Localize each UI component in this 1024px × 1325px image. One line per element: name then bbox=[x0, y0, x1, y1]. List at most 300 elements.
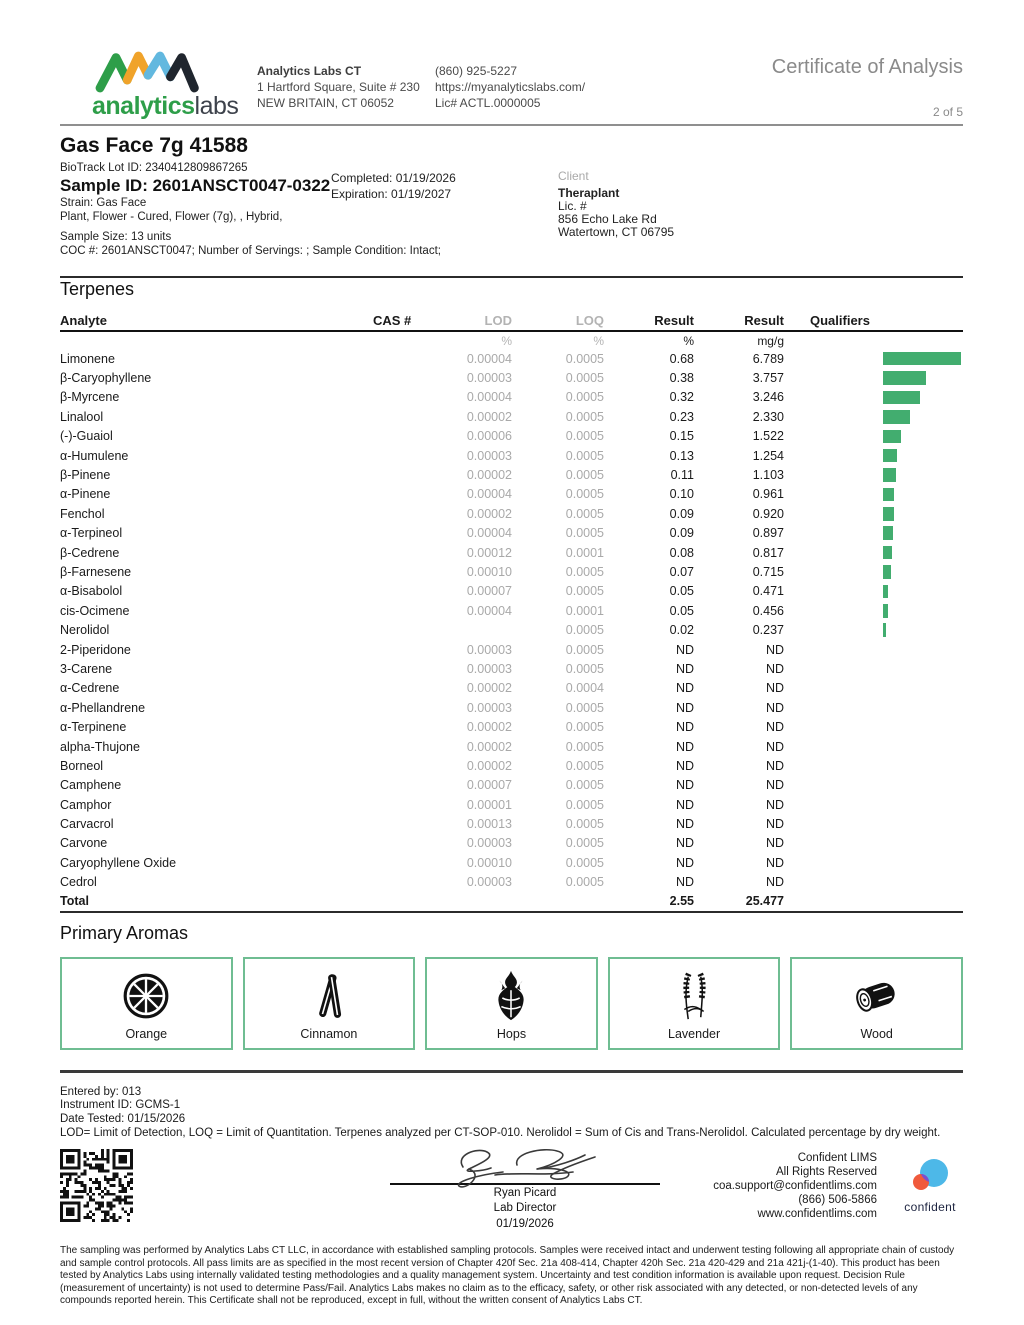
terpene-loq: 0.0004 bbox=[565, 681, 604, 696]
terpene-result-mgg: ND bbox=[765, 875, 784, 890]
terpene-result-mgg: 1.522 bbox=[752, 429, 784, 444]
terpene-loq: 0.0005 bbox=[565, 506, 604, 521]
terpene-row bbox=[60, 465, 963, 484]
terpene-loq: 0.0005 bbox=[565, 468, 604, 483]
client-address1: 856 Echo Lake Rd bbox=[558, 212, 657, 226]
terpene-loq: 0.0005 bbox=[565, 564, 604, 579]
terpene-analyte: (-)-Guaiol bbox=[60, 429, 113, 444]
terpene-loq: 0.0005 bbox=[565, 778, 604, 793]
expiration-date: Expiration: 01/19/2027 bbox=[331, 187, 452, 201]
terpene-loq: 0.0005 bbox=[565, 642, 604, 657]
footer-divider bbox=[60, 1070, 963, 1073]
terpene-row bbox=[60, 679, 963, 698]
terpene-result-pct: 0.11 bbox=[670, 468, 694, 483]
total-label: Total bbox=[60, 894, 89, 909]
terpene-lod: 0.00004 bbox=[466, 526, 512, 541]
result-bar bbox=[883, 391, 920, 405]
terpene-bar-cell bbox=[784, 834, 963, 853]
terpene-result-pct: 0.02 bbox=[669, 623, 694, 638]
terpene-loq: 0.0005 bbox=[565, 623, 604, 638]
terpene-bar-cell bbox=[784, 465, 963, 484]
terpene-row bbox=[60, 873, 963, 892]
terpene-bar-cell bbox=[784, 737, 963, 756]
terpene-bar-cell bbox=[784, 485, 963, 504]
terpene-analyte: Carvacrol bbox=[60, 817, 114, 832]
terpene-loq: 0.0005 bbox=[565, 700, 604, 715]
terpene-row bbox=[60, 407, 963, 426]
unit-result-mgg: mg/g bbox=[757, 333, 784, 348]
terpene-lod: 0.00004 bbox=[466, 390, 512, 405]
terpene-loq: 0.0005 bbox=[565, 797, 604, 812]
col-header-analyte: Analyte bbox=[60, 312, 107, 328]
signature-section bbox=[60, 1149, 963, 1229]
terpene-result-mgg: 1.103 bbox=[752, 468, 784, 483]
terpene-result-mgg: 3.246 bbox=[752, 390, 784, 405]
terpene-loq: 0.0005 bbox=[565, 487, 604, 502]
terpene-row bbox=[60, 776, 963, 795]
terpene-analyte: Caryophyllene Oxide bbox=[60, 855, 177, 870]
terpene-row bbox=[60, 814, 963, 833]
aroma-card-hops bbox=[425, 957, 598, 1050]
terpene-row bbox=[60, 543, 963, 562]
result-bar bbox=[883, 468, 896, 482]
terpene-lod: 0.00002 bbox=[466, 739, 512, 754]
terpene-lod: 0.00002 bbox=[466, 720, 512, 735]
terpene-bar-cell bbox=[784, 427, 963, 446]
result-bar bbox=[883, 430, 901, 444]
terpene-lod: 0.00003 bbox=[466, 700, 512, 715]
terpene-row bbox=[60, 388, 963, 407]
lab-address-block bbox=[257, 48, 429, 111]
terpene-result-mgg: ND bbox=[765, 681, 784, 696]
sample-size: Sample Size: 13 units bbox=[60, 231, 172, 243]
terpene-analyte: Cedrol bbox=[60, 875, 97, 890]
primary-aromas-title: Primary Aromas bbox=[60, 922, 189, 943]
terpene-lod: 0.00002 bbox=[466, 409, 512, 424]
terpene-lod: 0.00010 bbox=[466, 564, 512, 579]
terpene-result-mgg: ND bbox=[765, 661, 784, 676]
col-header-cas: CAS # bbox=[373, 312, 412, 328]
sample-title: Gas Face 7g 41588 bbox=[60, 134, 248, 157]
terpene-analyte: Linalool bbox=[60, 409, 104, 424]
terpene-row bbox=[60, 756, 963, 775]
terpene-result-mgg: 0.897 bbox=[752, 526, 784, 541]
terpene-result-pct: ND bbox=[675, 700, 694, 715]
terpene-result-pct: ND bbox=[675, 778, 694, 793]
aroma-card-wood bbox=[790, 957, 963, 1050]
terpene-bar-cell bbox=[784, 620, 963, 639]
terpene-lod: 0.00003 bbox=[466, 836, 512, 851]
lab-address-line2: NEW BRITAIN, CT 06052 bbox=[257, 96, 394, 110]
terpene-lod: 0.00004 bbox=[466, 487, 512, 502]
terpene-bar-cell bbox=[784, 776, 963, 795]
terpene-loq: 0.0005 bbox=[565, 429, 604, 444]
signature-date: 01/19/2026 bbox=[496, 1217, 554, 1230]
aroma-label: Orange bbox=[125, 1026, 168, 1041]
result-bar bbox=[883, 507, 894, 521]
terpene-bar-cell bbox=[784, 717, 963, 736]
terpene-result-pct: 0.08 bbox=[669, 545, 694, 560]
terpene-lod: 0.00003 bbox=[466, 448, 512, 463]
terpene-bar-cell bbox=[784, 873, 963, 892]
terpene-bar-cell bbox=[784, 795, 963, 814]
terpenes-title: Terpenes bbox=[60, 279, 135, 299]
terpene-row bbox=[60, 795, 963, 814]
terpene-lod: 0.00003 bbox=[466, 661, 512, 676]
confident-wordmark: confident bbox=[904, 1199, 956, 1214]
terpene-analyte: α-Bisabolol bbox=[60, 584, 123, 599]
terpene-row bbox=[60, 659, 963, 678]
unit-loq: % bbox=[593, 333, 604, 348]
hops-icon bbox=[487, 959, 535, 1027]
terpene-result-mgg: 3.757 bbox=[752, 371, 784, 386]
terpene-lod: 0.00002 bbox=[466, 468, 512, 483]
lab-contact-block bbox=[435, 48, 585, 111]
disclaimer-text: The sampling was performed by Analytics Labs CT LLC, in accordance with established sampling protocols. Samples were received intact and underwent testing following all appropriate chain of custody and sample control protocols. All pass limits are as specified in the most recent version of Chapter 420f Sec. 21a 408-414, Chapter 420h Sec. 21a 420-429 and 21a 421j-(1-40). This product has been tested by Analytics Labs using internally validated testing methodologies and a quality management system. Uncertainty and test condition information is available upon request. Decision Rule (measurement of uncertainty) is not used to determine Pass/Fail. Analytics Labs makes no claim as to the efficacy, safety, or other risk associated with any detected, or non-detected levels of any compounds reported herein. This Certificate shall not be reproduced, except in full, without the written consent of Analytics Labs CT. bbox=[60, 1244, 955, 1307]
terpene-analyte: Borneol bbox=[60, 758, 104, 773]
terpene-result-mgg: ND bbox=[765, 817, 784, 832]
terpene-loq: 0.0005 bbox=[565, 448, 604, 463]
terpene-row bbox=[60, 368, 963, 387]
terpene-row bbox=[60, 601, 963, 620]
terpene-loq: 0.0005 bbox=[565, 409, 604, 424]
terpene-loq: 0.0005 bbox=[565, 817, 604, 832]
col-header-loq: LOQ bbox=[575, 312, 604, 328]
terpene-analyte: α-Terpineol bbox=[60, 526, 123, 541]
terpene-bar-cell bbox=[784, 756, 963, 775]
sample-identity-block bbox=[60, 134, 330, 224]
terpene-result-pct: 0.23 bbox=[669, 409, 694, 424]
terpene-analyte: α-Humulene bbox=[60, 448, 129, 463]
client-license: Lic. # bbox=[558, 199, 587, 213]
terpene-result-mgg: ND bbox=[765, 797, 784, 812]
dates-block bbox=[331, 170, 456, 202]
terpene-row bbox=[60, 427, 963, 446]
terpene-loq: 0.0005 bbox=[565, 390, 604, 405]
terpene-bar-cell bbox=[784, 368, 963, 387]
lims-name: Confident LIMS bbox=[797, 1151, 877, 1164]
terpene-result-pct: 0.68 bbox=[669, 351, 694, 366]
terpene-analyte: α-Cedrene bbox=[60, 681, 120, 696]
col-header-lod: LOD bbox=[484, 312, 512, 328]
terpene-lod: 0.00003 bbox=[466, 371, 512, 386]
signature-line bbox=[390, 1183, 660, 1185]
terpene-analyte: Nerolidol bbox=[60, 623, 110, 638]
terpene-lod: 0.00003 bbox=[466, 875, 512, 890]
terpene-analyte: β-Cedrene bbox=[60, 545, 120, 560]
result-bar bbox=[883, 604, 888, 618]
result-bar bbox=[883, 623, 886, 637]
terpene-result-pct: ND bbox=[675, 739, 694, 754]
terpene-bar-cell bbox=[784, 601, 963, 620]
terpene-analyte: α-Terpinene bbox=[60, 720, 127, 735]
terpenes-section bbox=[60, 276, 963, 913]
completed-date: Completed: 01/19/2026 bbox=[331, 171, 456, 185]
terpene-row bbox=[60, 717, 963, 736]
confident-logo-icon bbox=[908, 1157, 952, 1197]
terpene-result-pct: ND bbox=[675, 720, 694, 735]
terpene-result-pct: ND bbox=[675, 681, 694, 696]
orange-slice-icon bbox=[121, 959, 171, 1027]
terpene-result-mgg: 0.961 bbox=[752, 487, 784, 502]
col-header-qualifiers: Qualifiers bbox=[810, 312, 870, 328]
matrix: Plant, Flower - Cured, Flower (7g), , Hybrid, bbox=[60, 211, 283, 223]
unit-lod: % bbox=[501, 333, 512, 348]
terpene-row bbox=[60, 349, 963, 368]
result-bar bbox=[883, 526, 893, 540]
terpene-result-mgg: 6.789 bbox=[752, 351, 784, 366]
terpene-bar-cell bbox=[784, 814, 963, 833]
analytics-labs-logo-icon bbox=[90, 48, 214, 96]
terpene-result-mgg: 1.254 bbox=[752, 448, 784, 463]
terpene-analyte: 2-Piperidone bbox=[60, 642, 131, 657]
aroma-card-orange bbox=[60, 957, 233, 1050]
lims-email: coa.support@confidentlims.com bbox=[713, 1179, 877, 1192]
terpene-lod: 0.00004 bbox=[466, 603, 512, 618]
terpene-result-pct: ND bbox=[675, 661, 694, 676]
terpene-bar-cell bbox=[784, 640, 963, 659]
terpene-result-pct: ND bbox=[675, 758, 694, 773]
aroma-label: Hops bbox=[496, 1026, 527, 1041]
unit-result-pct: % bbox=[683, 333, 694, 348]
client-address2: Watertown, CT 06795 bbox=[558, 225, 675, 239]
terpene-row bbox=[60, 562, 963, 581]
client-label: Client bbox=[558, 169, 589, 183]
signer-title: Lab Director bbox=[493, 1202, 557, 1215]
terpene-result-mgg: ND bbox=[765, 855, 784, 870]
terpene-lod: 0.00007 bbox=[466, 778, 512, 793]
col-header-result-mgg: Result bbox=[744, 312, 784, 328]
terpene-row bbox=[60, 620, 963, 639]
terpene-result-pct: 0.15 bbox=[669, 429, 694, 444]
terpene-lod: 0.00007 bbox=[466, 584, 512, 599]
terpene-result-pct: ND bbox=[675, 836, 694, 851]
terpene-loq: 0.0005 bbox=[565, 875, 604, 890]
terpene-loq: 0.0005 bbox=[565, 758, 604, 773]
terpene-bar-cell bbox=[784, 679, 963, 698]
analysis-meta bbox=[60, 1086, 963, 1141]
terpene-result-mgg: ND bbox=[765, 836, 784, 851]
terpene-bar-cell bbox=[784, 659, 963, 678]
terpene-result-pct: 0.38 bbox=[669, 371, 694, 386]
terpene-row bbox=[60, 737, 963, 756]
terpene-lod: 0.00010 bbox=[466, 855, 512, 870]
terpene-bar-cell bbox=[784, 543, 963, 562]
terpene-loq: 0.0005 bbox=[565, 661, 604, 676]
terpene-result-pct: 0.13 bbox=[669, 448, 694, 463]
terpene-analyte: β-Caryophyllene bbox=[60, 371, 152, 386]
terpene-analyte: alpha-Thujone bbox=[60, 739, 140, 754]
terpene-lod: 0.00012 bbox=[466, 545, 512, 560]
terpene-loq: 0.0005 bbox=[565, 584, 604, 599]
result-bar bbox=[883, 546, 892, 560]
terpene-row bbox=[60, 640, 963, 659]
terpene-result-mgg: 0.456 bbox=[752, 603, 784, 618]
terpene-result-pct: 0.07 bbox=[669, 564, 694, 579]
terpene-result-pct: 0.32 bbox=[669, 390, 694, 405]
terpene-row bbox=[60, 834, 963, 853]
terpene-row bbox=[60, 504, 963, 523]
terpene-analyte: Camphene bbox=[60, 778, 122, 793]
terpene-loq: 0.0005 bbox=[565, 836, 604, 851]
terpenes-total-row bbox=[60, 892, 963, 913]
terpene-analyte: Carvone bbox=[60, 836, 108, 851]
terpene-result-pct: ND bbox=[675, 797, 694, 812]
terpene-row bbox=[60, 524, 963, 543]
lavender-icon bbox=[668, 959, 720, 1027]
terpene-row bbox=[60, 853, 963, 872]
qr-code-icon bbox=[60, 1149, 133, 1222]
wood-log-icon bbox=[849, 959, 905, 1027]
terpene-result-mgg: ND bbox=[765, 739, 784, 754]
result-bar bbox=[883, 449, 897, 463]
terpene-analyte: cis-Ocimene bbox=[60, 603, 130, 618]
header bbox=[60, 48, 963, 122]
result-bar bbox=[883, 352, 961, 366]
terpene-row bbox=[60, 582, 963, 601]
terpenes-table-header bbox=[60, 310, 963, 332]
lims-rights: All Rights Reserved bbox=[776, 1165, 877, 1178]
terpene-result-pct: 0.09 bbox=[669, 506, 694, 521]
terpene-loq: 0.0005 bbox=[565, 739, 604, 754]
terpene-result-pct: 0.05 bbox=[669, 584, 694, 599]
logo-word-labs: labs bbox=[194, 92, 239, 120]
lab-address-line1: 1 Hartford Square, Suite # 230 bbox=[257, 80, 420, 94]
lab-logo bbox=[60, 48, 245, 121]
primary-aromas-section bbox=[60, 923, 963, 1050]
terpene-result-mgg: ND bbox=[765, 700, 784, 715]
terpene-lod: 0.00002 bbox=[466, 681, 512, 696]
terpene-result-mgg: 0.237 bbox=[752, 623, 784, 638]
terpene-result-mgg: 2.330 bbox=[752, 409, 784, 424]
terpene-lod: 0.00013 bbox=[466, 817, 512, 832]
terpene-loq: 0.0005 bbox=[565, 351, 604, 366]
terpene-lod: 0.00004 bbox=[466, 351, 512, 366]
lab-name: Analytics Labs CT bbox=[257, 64, 362, 78]
page-number: 2 of 5 bbox=[932, 105, 963, 119]
result-bar bbox=[883, 371, 926, 385]
terpene-loq: 0.0005 bbox=[565, 855, 604, 870]
lab-logo-wordmark bbox=[90, 92, 245, 121]
sample-info-section bbox=[60, 126, 963, 272]
aroma-label: Lavender bbox=[668, 1026, 721, 1041]
lab-license: Lic# ACTL.0000005 bbox=[435, 96, 541, 110]
terpene-bar-cell bbox=[784, 562, 963, 581]
lims-block bbox=[713, 1151, 877, 1221]
terpene-result-mgg: 0.715 bbox=[752, 564, 784, 579]
terpene-bar-cell bbox=[784, 388, 963, 407]
terpene-bar-cell bbox=[784, 407, 963, 426]
terpene-row bbox=[60, 446, 963, 465]
lab-phone: (860) 925-5227 bbox=[435, 64, 518, 78]
terpene-row bbox=[60, 485, 963, 504]
terpene-result-mgg: ND bbox=[765, 778, 784, 793]
signer-name: Ryan Picard bbox=[493, 1186, 557, 1199]
strain: Strain: Gas Face bbox=[60, 197, 147, 209]
biotrack-lot-id: BioTrack Lot ID: 2340412809867265 bbox=[60, 162, 248, 174]
terpene-bar-cell bbox=[784, 504, 963, 523]
terpene-lod: 0.00006 bbox=[466, 429, 512, 444]
sample-id: Sample ID: 2601ANSCT0047-0322 bbox=[60, 176, 331, 195]
terpene-bar-cell bbox=[784, 446, 963, 465]
lab-website: https://myanalyticslabs.com/ bbox=[435, 80, 586, 94]
col-header-result-pct: Result bbox=[654, 312, 694, 328]
cinnamon-sticks-icon bbox=[306, 959, 352, 1027]
terpene-loq: 0.0001 bbox=[565, 603, 604, 618]
client-block bbox=[558, 170, 674, 239]
method-note: LOD= Limit of Detection, LOQ = Limit of Quantitation. Terpenes analyzed per CT-SOP-010. Nerolidol = Sum of Cis and Trans-Nerolidol. Calculated percentage by dry weight. bbox=[60, 1127, 941, 1140]
total-result-mgg: 25.477 bbox=[745, 894, 784, 909]
terpene-bar-cell bbox=[784, 349, 963, 368]
result-bar bbox=[883, 565, 891, 579]
result-bar bbox=[883, 488, 894, 502]
terpenes-units-row bbox=[60, 332, 963, 349]
terpene-row bbox=[60, 698, 963, 717]
sample-size-block bbox=[60, 230, 441, 258]
result-bar bbox=[883, 410, 910, 424]
terpene-analyte: Fenchol bbox=[60, 506, 105, 521]
terpene-result-pct: ND bbox=[675, 642, 694, 657]
aroma-cards bbox=[60, 957, 963, 1050]
certificate-title-block bbox=[772, 56, 963, 119]
terpene-loq: 0.0005 bbox=[565, 526, 604, 541]
terpenes-table bbox=[60, 310, 963, 913]
terpene-loq: 0.0001 bbox=[565, 545, 604, 560]
terpene-result-mgg: ND bbox=[765, 642, 784, 657]
lims-website: www.confidentlims.com bbox=[757, 1207, 877, 1220]
aroma-label: Cinnamon bbox=[300, 1026, 358, 1041]
terpene-lod: 0.00002 bbox=[466, 506, 512, 521]
terpene-analyte: α-Pinene bbox=[60, 487, 111, 502]
terpene-result-pct: ND bbox=[675, 855, 694, 870]
date-tested: Date Tested: 01/15/2026 bbox=[60, 1112, 186, 1125]
confident-logo bbox=[897, 1157, 963, 1214]
terpene-loq: 0.0005 bbox=[565, 371, 604, 386]
terpene-lod: 0.00002 bbox=[466, 758, 512, 773]
terpene-analyte: α-Phellandrene bbox=[60, 700, 146, 715]
terpene-analyte: β-Farnesene bbox=[60, 564, 132, 579]
terpene-result-mgg: ND bbox=[765, 758, 784, 773]
terpene-bar-cell bbox=[784, 853, 963, 872]
coc-number: COC #: 2601ANSCT0047; Number of Servings: ; Sample Condition: Intact; bbox=[60, 245, 441, 257]
terpene-analyte: Limonene bbox=[60, 351, 115, 366]
terpene-lod: 0.00001 bbox=[466, 797, 512, 812]
entered-by: Entered by: 013 bbox=[60, 1085, 142, 1098]
aroma-label: Wood bbox=[860, 1026, 893, 1041]
terpene-result-pct: ND bbox=[675, 817, 694, 832]
instrument-id: Instrument ID: GCMS-1 bbox=[60, 1099, 181, 1112]
aroma-card-lavender bbox=[608, 957, 781, 1050]
terpene-result-pct: 0.10 bbox=[669, 487, 694, 502]
client-name: Theraplant bbox=[558, 186, 620, 200]
certificate-title: Certificate of Analysis bbox=[771, 56, 963, 78]
terpene-analyte: Camphor bbox=[60, 797, 112, 812]
signer-block bbox=[390, 1145, 660, 1232]
terpene-result-mgg: 0.817 bbox=[752, 545, 784, 560]
terpene-bar-cell bbox=[784, 698, 963, 717]
terpene-loq: 0.0005 bbox=[565, 720, 604, 735]
total-result-pct: 2.55 bbox=[669, 894, 694, 909]
terpene-bar-cell bbox=[784, 582, 963, 601]
terpene-analyte: 3-Carene bbox=[60, 661, 113, 676]
logo-word-analytics: analytics bbox=[92, 92, 195, 120]
terpene-bar-cell bbox=[784, 524, 963, 543]
terpene-result-mgg: 0.471 bbox=[752, 584, 784, 599]
terpene-lod: 0.00003 bbox=[466, 642, 512, 657]
lims-phone: (866) 506-5866 bbox=[798, 1193, 877, 1206]
aroma-card-cinnamon bbox=[243, 957, 416, 1050]
terpene-result-pct: 0.09 bbox=[669, 526, 694, 541]
